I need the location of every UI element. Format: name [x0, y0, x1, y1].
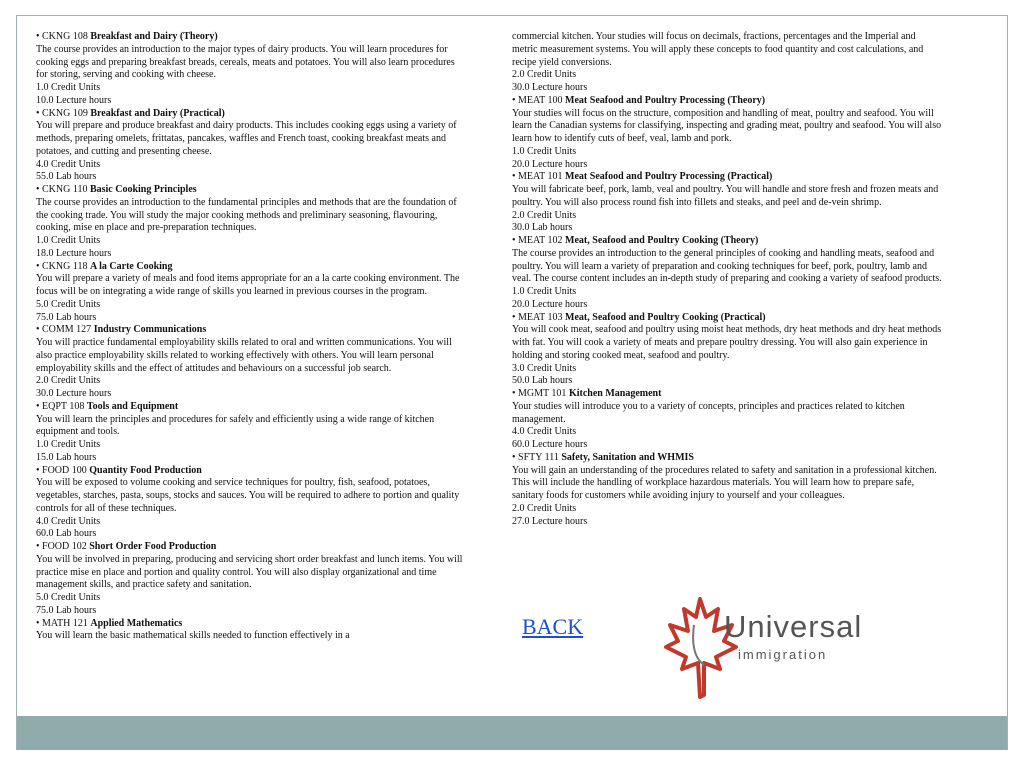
universal-immigration-logo: [660, 595, 885, 705]
course-code: • MEAT 103: [512, 311, 563, 323]
back-link[interactable]: BACK: [522, 614, 584, 639]
course-description: You will prepare and produce breakfast and dairy products. This includes cooking eggs using a variety of methods, preparing omelets, frittatas, pancakes, waffles and French toast, cooking breakfast meats and potatoes, and cutting and presenting cheese.: [36, 120, 457, 157]
course-entry: [512, 235, 942, 312]
course-hours: 27.0 Lecture hours: [512, 515, 588, 527]
course-entry: [512, 312, 942, 389]
course-entry: [36, 108, 466, 185]
course-entry: [512, 388, 942, 452]
course-heading: [36, 541, 466, 554]
course-heading: [512, 171, 942, 184]
course-credits: 5.0 Credit Units: [36, 298, 101, 310]
course-code: • MEAT 102: [512, 235, 563, 246]
course-hours: 55.0 Lab hours: [36, 171, 97, 183]
course-hours: 20.0 Lecture hours: [512, 298, 588, 310]
course-code: • FOOD 102: [36, 541, 87, 552]
course-code: • MGMT 101: [512, 388, 567, 399]
course-code: • EQPT 108: [36, 400, 85, 412]
course-heading: [512, 388, 942, 401]
course-title: Short Order Food Production: [89, 541, 217, 552]
course-entry: [36, 31, 466, 108]
course-heading: [36, 324, 466, 337]
logo-wordmark: Universal: [724, 609, 863, 644]
course-credits: 4.0 Credit Units: [36, 515, 101, 527]
course-hours: 60.0 Lecture hours: [512, 439, 588, 450]
course-entry: [512, 95, 942, 172]
course-hours: 18.0 Lecture hours: [36, 247, 112, 259]
course-credits: 2.0 Credit Units: [512, 502, 577, 514]
course-code: • FOOD 100: [36, 464, 87, 476]
course-credits: 2.0 Credit Units: [512, 209, 577, 221]
course-description: The course provides an introduction to the major types of dairy products. You will learn procedures for cooking eggs and preparing breakfast breads, cereals, meats and potatoes. You will also learn procedures for storing, serving and cooking with cheese.: [36, 43, 455, 81]
course-description: You will fabricate beef, pork, lamb, veal and poultry. You will handle and store fresh and frozen meats and poultry. You will also process round fish into fillets and steaks, and peel and de-vein shrimp.: [512, 184, 939, 208]
course-entry: [36, 184, 466, 261]
course-credits: 4.0 Credit Units: [36, 158, 101, 170]
course-continuation: [512, 31, 942, 95]
course-description: You will learn the basic mathematical skills needed to function effectively in a: [36, 630, 350, 642]
course-description: Your studies will focus on the structure, composition and handling of meat, poultry and seafood. You will learn the Canadian systems for classifying, inspecting and grading meat, poultry and seafood. You will also learn how to identify cuts of beef, veal, lamb and pork.: [512, 107, 942, 144]
course-title: Meat Seafood and Poultry Processing (Practical): [565, 171, 773, 183]
course-hours: 30.0 Lecture hours: [512, 82, 588, 93]
course-title: A la Carte Cooking: [89, 260, 173, 272]
course-entry: [512, 452, 942, 529]
course-hours: 10.0 Lecture hours: [36, 94, 112, 106]
course-credits: 5.0 Credit Units: [36, 592, 101, 603]
course-title: Tools and Equipment: [86, 400, 179, 412]
course-heading: [512, 452, 942, 465]
course-description: You will be involved in preparing, producing and servicing short order breakfast and lunch items. You will practice mise en place and portion and quality control. You will also display organizational and time management skills, and practice safety and sanitation.: [36, 553, 463, 591]
footer-bar: [17, 716, 1007, 750]
course-credits: 4.0 Credit Units: [512, 426, 577, 438]
course-code: • CKNG 109: [36, 107, 88, 119]
logo-subtitle: immigration: [738, 647, 828, 662]
course-heading: [36, 108, 466, 121]
left-column: [36, 31, 466, 643]
course-title: Breakfast and Dairy (Practical): [90, 107, 225, 119]
course-description: You will gain an understanding of the procedures related to safety and sanitation in a professional kitchen. This will include the handling of workplace hazardous materials. You will learn how to prepare safe, sanitary foods for customers while avoiding injury to yourself and your colleagues.: [512, 464, 937, 501]
course-title: Meat Seafood and Poultry Processing (Theory): [565, 94, 766, 106]
course-credits: 1.0 Credit Units: [36, 82, 101, 93]
course-description: You will be exposed to volume cooking and service techniques for poultry, fish, seafood, potatoes, vegetables, starches, pasta, soups, stocks and sauces. You will be required to adhere to portion and quality controls for all of these techniques.: [36, 477, 460, 514]
course-credits: 1.0 Credit Units: [512, 145, 577, 157]
course-title: Industry Communications: [93, 324, 207, 336]
course-title: Applied Mathematics: [90, 617, 183, 629]
course-credits: 3.0 Credit Units: [512, 362, 577, 374]
course-description: You will practice fundamental employability skills related to oral and written communications. You will also practice employability skills related to working effectively with others. You will learn personal employability skills and the effect of attitudes and behaviours on a successful job search.: [36, 337, 452, 374]
course-description: You will learn the principles and procedures for safely and efficiently using a wide range of kitchen equipment and tools.: [36, 413, 435, 438]
course-heading: [36, 261, 466, 274]
course-heading: [512, 312, 942, 325]
course-entry: [36, 261, 466, 325]
course-description: Your studies will introduce you to a variety of concepts, principles and practices related to kitchen management.: [512, 400, 905, 425]
course-title: Meat, Seafood and Poultry Cooking (Practical): [565, 311, 766, 323]
course-description: You will prepare a variety of meals and food items appropriate for an a la carte cooking environment. The focus will be on integrating a wide range of skills you learned in previous courses in the program.: [36, 273, 460, 297]
course-title: Basic Cooking Principles: [89, 184, 197, 195]
course-title: Quantity Food Production: [89, 464, 202, 476]
course-hours: 75.0 Lab hours: [36, 311, 97, 323]
course-description: The course provides an introduction to the general principles of cooking and handling meats, seafood and poultry. You will learn a variety of preparation and cooking techniques for beef, pork, poultry, lamb and veal. The course content includes an in-depth study of preparing and cooking a variety of seafood products.: [512, 247, 942, 285]
course-title: Meat, Seafood and Poultry Cooking (Theory): [565, 235, 759, 246]
course-code: • CKNG 108: [36, 31, 88, 42]
course-heading: [512, 95, 942, 108]
course-credits: 2.0 Credit Units: [512, 69, 577, 81]
course-title: Safety, Sanitation and WHMIS: [561, 451, 694, 463]
course-hours: 50.0 Lab hours: [512, 375, 573, 387]
course-code: • MATH 121: [36, 617, 88, 629]
course-credits: 2.0 Credit Units: [36, 375, 101, 387]
course-entry: [512, 171, 942, 235]
course-credits: 1.0 Credit Units: [512, 286, 577, 297]
course-entry: [36, 401, 466, 465]
course-heading: [36, 31, 466, 44]
course-heading: [36, 401, 466, 414]
course-credits: 1.0 Credit Units: [36, 439, 101, 450]
course-hours: 15.0 Lab hours: [36, 451, 97, 463]
course-description: You will cook meat, seafood and poultry using moist heat methods, dry heat methods and dry heat methods with fat. You will cook a variety of meats and prepare poultry dressing. You will also gain experience in holding and storing cooked meat, seafood and poultry.: [512, 324, 942, 361]
course-credits: 1.0 Credit Units: [36, 235, 101, 246]
course-hours: 75.0 Lab hours: [36, 604, 97, 616]
course-entry: [36, 465, 466, 542]
course-code: • COMM 127: [36, 324, 92, 336]
right-column: [512, 31, 942, 528]
course-hours: 30.0 Lecture hours: [36, 388, 112, 399]
course-heading: [512, 235, 942, 248]
course-code: • CKNG 118: [36, 260, 88, 272]
course-title: Kitchen Management: [568, 388, 662, 399]
course-entry: [36, 618, 466, 644]
course-title: Breakfast and Dairy (Theory): [90, 31, 218, 42]
course-code: • SFTY 111: [512, 451, 559, 463]
course-heading: [36, 465, 466, 478]
course-heading: [36, 618, 466, 631]
course-entry: [36, 324, 466, 401]
course-heading: [36, 184, 466, 197]
course-hours: 30.0 Lab hours: [512, 222, 573, 234]
course-code: • MEAT 101: [512, 171, 563, 183]
course-code: • CKNG 110: [36, 184, 88, 195]
course-hours: 60.0 Lab hours: [36, 528, 97, 540]
course-code: • MEAT 100: [512, 94, 563, 106]
course-hours: 20.0 Lecture hours: [512, 158, 588, 170]
course-description: The course provides an introduction to the fundamental principles and methods that are the foundation of the cooking trade. You will study the major cooking methods and preliminary seasoning, flavouring, cooking, mise en place and pre-preparation techniques.: [36, 196, 457, 234]
course-description: commercial kitchen. Your studies will focus on decimals, fractions, percentages and the Imperial and metric measurement systems. You will apply these concepts to food quantity and cost calculations, and recipe yield conversions.: [512, 31, 924, 68]
course-entry: [36, 541, 466, 618]
